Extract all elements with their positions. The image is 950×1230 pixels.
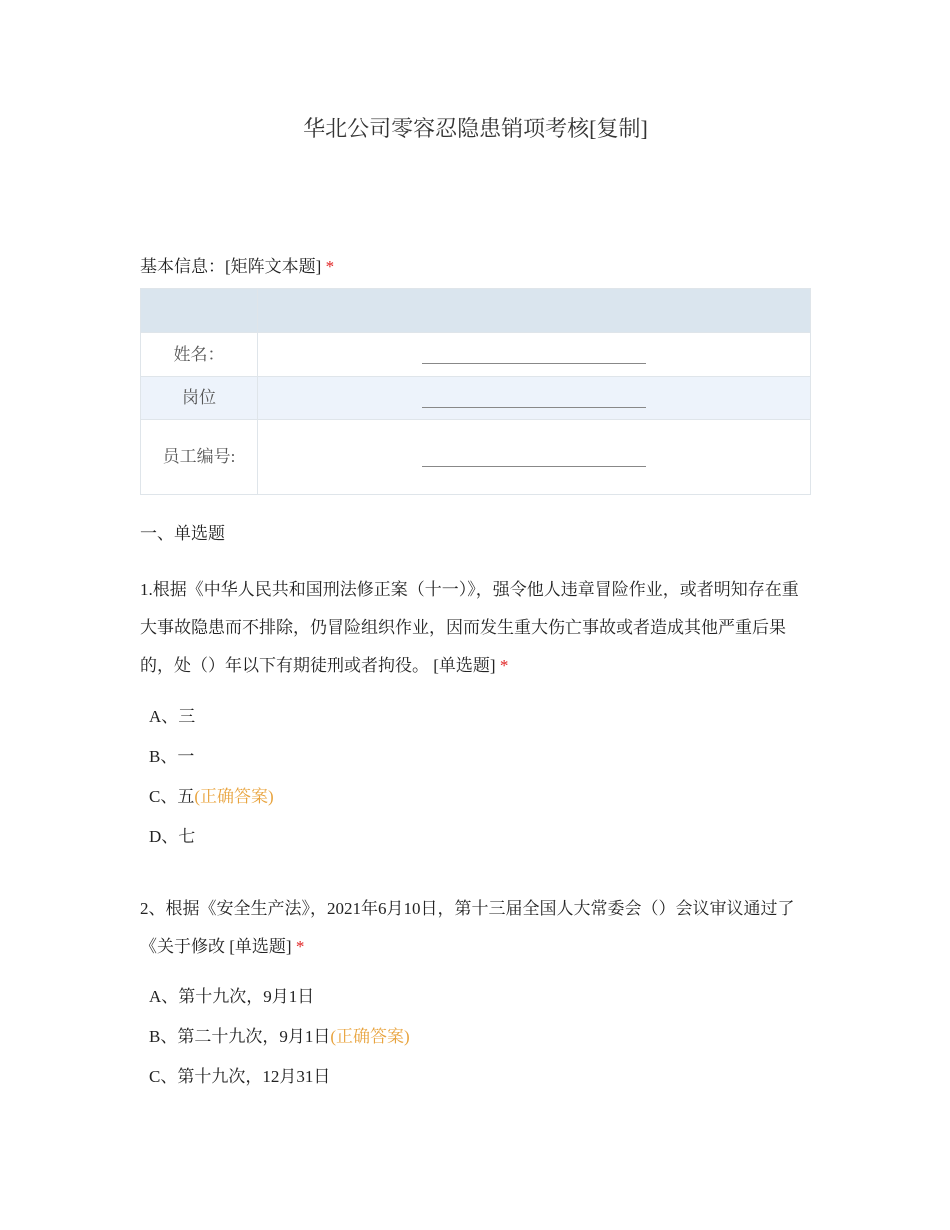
matrix-header-cell [258,289,811,333]
position-input-cell [258,377,811,420]
question-text: 2、根据《安全生产法》，2021年6月10日，第十三届全国人大常委会（）会议审议通过了《关于修改 [单选题] [140,899,795,956]
required-mark: * [499,656,509,675]
option-item [149,1062,330,1087]
option-text: B、第二十九次，9月1日 [149,1027,331,1046]
option-item [149,782,274,807]
required-mark: * [325,257,335,276]
correct-answer-note: (正确答案) [330,1027,410,1046]
correct-answer-note: (正确答案) [194,787,274,806]
name-input[interactable] [422,347,646,364]
matrix-row [141,377,811,420]
employee-id-input-cell [258,420,811,495]
matrix-row [141,333,811,377]
option-text: C、五 [149,787,195,806]
option-item [149,702,195,727]
option-text: B、一 [149,747,195,766]
matrix-header-cell [141,289,258,333]
matrix-row [141,420,811,495]
option-text: D、七 [149,827,196,846]
option-text: A、三 [149,707,196,726]
name-input-cell [258,333,811,377]
option-text: A、第十九次，9月1日 [149,987,315,1006]
required-mark: * [295,937,305,956]
matrix-question-label [140,252,334,277]
row-label-name: 姓名： [141,333,258,377]
option-item [149,982,314,1007]
matrix-table [140,288,811,495]
page-title: 华北公司零容忍隐患销项考核[复制] [303,116,648,141]
matrix-question-text: 基本信息：[矩阵文本题] [140,257,322,276]
question-text: 1.根据《中华人民共和国刑法修正案（十一）》，强令他人违章冒险作业，或者明知存在重大事故隐患而不排除，仍冒险组织作业，因而发生重大伤亡事故或者造成其他严重后果的，处（）年以下有期徒刑或者拘役。 [单选题] [140,580,799,675]
position-input[interactable] [422,391,646,408]
question-1 [140,571,811,685]
section-heading: 一、单选题 [140,524,225,543]
employee-id-input[interactable] [422,450,646,467]
option-text: C、第十九次，12月31日 [149,1067,331,1086]
matrix-header-row [141,289,811,333]
option-item [149,1022,410,1047]
row-label-employee-id: 员工编号: [141,420,258,495]
question-2 [140,890,811,966]
row-label-position: 岗位 [141,377,258,420]
option-item [149,742,194,767]
option-item [149,822,195,847]
